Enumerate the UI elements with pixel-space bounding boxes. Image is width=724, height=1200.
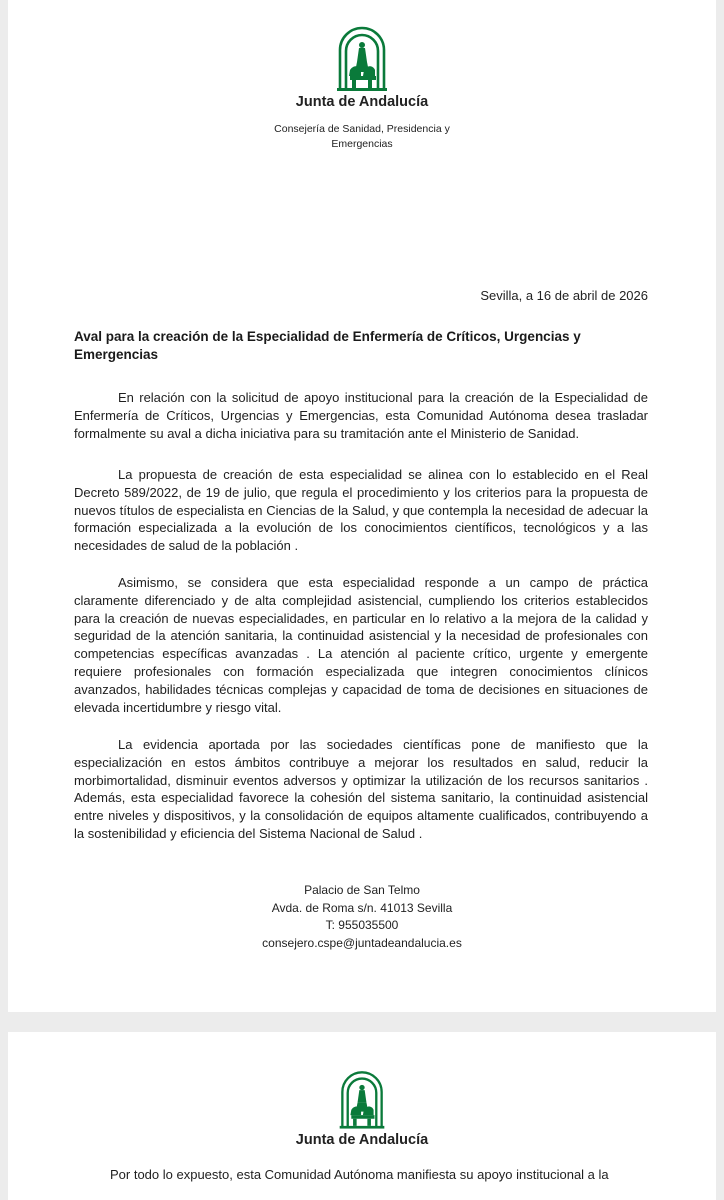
footer-email: consejero.cspe@juntadeandalucia.es: [262, 935, 462, 950]
junta-andalucia-logo: [334, 26, 390, 92]
letter-subject: Aval para la creación de la Especialidad de Enfermería de Críticos, Urgencias y Emergencias: [74, 329, 581, 362]
letter-page-1: [8, 0, 716, 1012]
footer-phone: T: 955035500: [325, 918, 399, 932]
footer-palace: Palacio de San Telmo: [304, 883, 420, 897]
body-paragraph: Asimismo, se considera que esta especialidad responde a un campo de práctica claramente diferenciado y de alta complejidad asistencial, cumpliendo los criterios establecidos para la creación de nuevas especialidades, en particular en lo relativo a la mejora de la calidad y seguridad de la atención sanitaria, la continuidad asistencial y la necesidad de profesionales con competencias específicas avanzadas . La atención al paciente crítico, urgente y emergente requiere profesionales con formación especializada que integren conocimientos clínicos avanzados, habilidades técnicas complejas y capacidad de toma de decisiones en situaciones de elevada incertidumbre y riesgo vital.: [74, 575, 648, 715]
org-name: Junta de Andalucía: [295, 1132, 429, 1148]
body-paragraph-partial: Por todo lo expuesto, esta Comunidad Autónoma manifiesta su apoyo institucional a la: [110, 1167, 609, 1182]
body-paragraph: La propuesta de creación de esta especialidad se alinea con lo establecido en el Real Decreto 589/2022, de 19 de julio, que regula el procedimiento y los criterios para la propuesta de nuevos títulos de especialista en Ciencias de la Salud, y que contempla la necesidad de adecuar la formación especializada a la evolución de los conocimientos científicos, tecnológicos y a las necesidades de salud de la población .: [74, 467, 648, 554]
department-name: [8, 122, 716, 152]
letter-date: Sevilla, a 16 de abril de 2026: [480, 288, 648, 303]
body-paragraph: La evidencia aportada por las sociedades científicas pone de manifiesto que la especialización en estos ámbitos contribuye a mejorar los resultados en salud, reducir la morbimortalidad, disminuir eventos adversos y optimizar la utilización de los recursos sanitarios . Además, esta especialidad favorece la cohesión del sistema sanitario, la continuidad asistencial entre niveles y dispositivos, y la consolidación de equipos altamente cualificados, contribuyendo a la sostenibilidad y eficiencia del Sistema Nacional de Salud .: [74, 737, 648, 841]
footer-address: [8, 882, 716, 952]
org-name: Junta de Andalucía: [295, 94, 429, 110]
junta-andalucia-logo: [337, 1070, 387, 1130]
footer-street: Avda. de Roma s/n. 41013 Sevilla: [271, 900, 453, 915]
department-line-2: Emergencias: [331, 138, 393, 150]
department-line-1: Consejería de Sanidad, Presidencia y: [274, 123, 450, 135]
body-paragraph: En relación con la solicitud de apoyo institucional para la creación de la Especialidad de Enfermería de Críticos, Urgencias y Emergencias, esta Comunidad Autónoma desea trasladar formalmente su aval a dicha iniciativa para su tramitación ante el Ministerio de Sanidad.: [74, 390, 648, 441]
